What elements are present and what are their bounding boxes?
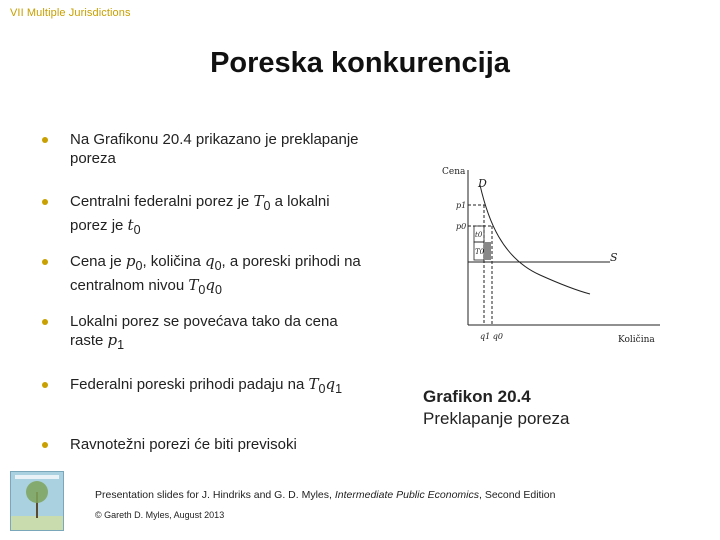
math-subscript: 0: [198, 283, 206, 297]
caption-subtitle: Preklapanje poreza: [423, 409, 570, 428]
math-symbol: q: [204, 252, 215, 270]
math-symbol: T: [253, 192, 264, 210]
p1-label: p1: [456, 201, 467, 210]
bullet-dot: [42, 137, 48, 143]
bullet-text: [70, 252, 362, 300]
bullet-text: [70, 375, 362, 399]
math-symbol: q: [205, 276, 215, 294]
bullet-text: [70, 312, 362, 355]
bullet-text-run: Ravnotežni porezi će biti previsoki: [70, 436, 297, 453]
math-symbol: T: [308, 375, 319, 393]
bullet-text-run: , a poreski prihodi na centralnom nivou: [70, 253, 361, 294]
math-subscript: 0: [214, 283, 222, 297]
bullet-text-run: , količina: [142, 253, 205, 270]
bullet-text-run: Na Grafikonu 20.4 prikazano je preklapanje poreza: [70, 131, 359, 167]
citation-suffix: , Second Edition: [479, 489, 556, 501]
bullet-item: [42, 435, 362, 454]
bullet-dot: [42, 319, 48, 325]
bullet-dot: [42, 382, 48, 388]
q-labels: q1 q0: [480, 332, 503, 341]
t0-label: t0: [475, 231, 483, 239]
bullet-item: [42, 192, 362, 240]
math-symbol: p: [125, 252, 136, 270]
slide-title: Poreska konkurencija: [210, 47, 510, 79]
caption-title: Grafikon 20.4: [423, 387, 531, 406]
math-symbol: q: [325, 375, 336, 393]
bullet-text: [70, 192, 362, 240]
tax-overlap-graph: [430, 160, 660, 350]
bullet-dot: [42, 259, 48, 265]
supply-label: S: [610, 251, 618, 264]
bullet-item: [42, 375, 362, 399]
math-subscript: 0: [133, 223, 141, 237]
T0-label: T0: [475, 248, 485, 256]
section-title: VII Multiple Jurisdictions: [10, 7, 131, 19]
math-subscript: 0: [135, 259, 143, 273]
bullet-item: [42, 130, 362, 168]
bullet-text-run: Centralni federalni porez je: [70, 193, 254, 210]
x-axis-label: Količina: [618, 335, 655, 345]
math-symbol: T: [188, 276, 199, 294]
bullet-item: [42, 312, 362, 355]
bullet-item: [42, 252, 362, 300]
book-cover-image: [10, 471, 64, 531]
math-subscript: 0: [318, 382, 326, 396]
footer-copyright: © Gareth D. Myles, August 2013: [95, 510, 225, 520]
figure-caption: [423, 386, 623, 430]
bullet-text-run: Lokalni porez se povećava tako da cena raste: [70, 313, 338, 349]
math-subscript: 1: [335, 382, 343, 396]
tax-shaded-area: [484, 242, 491, 260]
demand-curve: [480, 185, 590, 294]
p0-label: p0: [456, 222, 467, 231]
bullet-text-run: Federalni poreski prihodi padaju na: [70, 376, 309, 393]
math-subscript: 1: [117, 338, 125, 352]
citation-prefix: Presentation slides for J. Hindriks and G. D. Myles,: [95, 489, 335, 501]
math-symbol: p: [107, 331, 118, 349]
bullet-dot: [42, 442, 48, 448]
demand-label: D: [478, 177, 487, 190]
bullet-text: [70, 435, 362, 454]
footer-citation: [95, 489, 555, 501]
bullet-dot: [42, 199, 48, 205]
bullet-text: [70, 130, 362, 168]
bullet-text-run: a lokalni porez je: [70, 193, 330, 234]
y-axis-label: Cena: [442, 167, 466, 177]
math-subscript: 0: [263, 199, 271, 213]
math-symbol: t: [127, 216, 134, 234]
citation-book-title: Intermediate Public Economics: [334, 489, 479, 501]
bullet-text-run: Cena je: [70, 253, 126, 270]
math-subscript: 0: [214, 259, 222, 273]
